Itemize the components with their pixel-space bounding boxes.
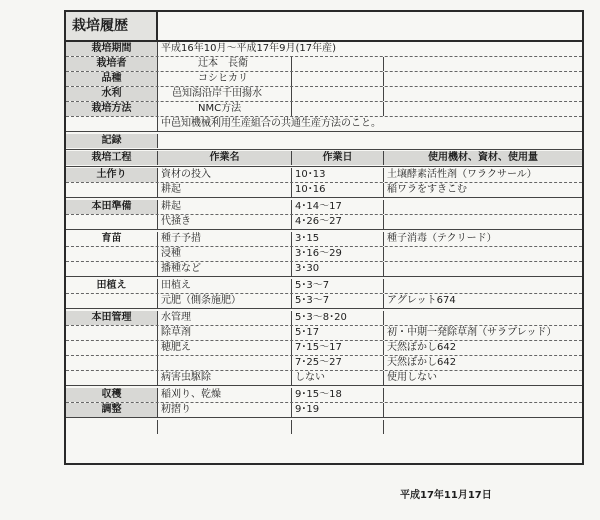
cell-stage: 田植え: [66, 279, 158, 293]
cell-stage: 本田管理: [66, 311, 158, 325]
cell-task: 除草剤: [158, 326, 292, 340]
cell-stage: 収穫: [66, 388, 158, 402]
empty-cell: [292, 102, 384, 116]
cell-date: 5･3～7: [292, 279, 384, 293]
cell-material: [384, 262, 582, 276]
cell-date: 3･30: [292, 262, 384, 276]
info-label: 栽培方法: [66, 102, 158, 116]
cell-task: [158, 420, 292, 434]
cell-material: [384, 311, 582, 325]
cell-material: 種子消毒（テクリード）: [387, 233, 497, 244]
cell-date: 10･13: [292, 168, 384, 182]
cell-stage: 調整: [66, 403, 158, 417]
cell-material: [384, 420, 582, 434]
info-row: [66, 42, 582, 57]
table-row: [66, 388, 582, 403]
cell-stage: [66, 326, 158, 340]
empty-cell: [158, 134, 582, 148]
table-row: [66, 341, 582, 356]
cell-task: 浸種: [158, 247, 292, 261]
cell-material: アグレット674: [387, 295, 456, 306]
cell-date: 5･3～8･20: [292, 311, 384, 325]
table-row: [66, 168, 582, 183]
cell-stage: [66, 356, 158, 370]
cell-task: 田植え: [158, 279, 292, 293]
cell-task: 水管理: [158, 311, 292, 325]
title-row: [66, 12, 582, 42]
cell-material: [384, 403, 582, 417]
cell-task: 籾摺り: [158, 403, 292, 417]
cell-date: [292, 420, 384, 434]
empty-cell: [384, 87, 582, 101]
cell-stage: [66, 294, 158, 308]
table-row: [66, 262, 582, 277]
footer-date: 平成17年11月17日: [400, 490, 492, 501]
record-row: [66, 134, 582, 150]
empty-cell: [384, 102, 582, 116]
cell-stage: [66, 183, 158, 197]
cell-task: 種子予措: [158, 232, 292, 246]
document-title: 栽培履歴: [66, 12, 158, 40]
table-row: [66, 183, 582, 198]
info-row: [66, 87, 582, 102]
info-row: [66, 72, 582, 87]
record-label: 記録: [66, 134, 158, 148]
empty-cell: [292, 57, 384, 71]
cell-stage: [66, 262, 158, 276]
cell-task: 元肥（側条施肥）: [158, 294, 292, 308]
cell-task: 耕起: [158, 183, 292, 197]
cell-material: 稲ワラをすきこむ: [387, 184, 467, 195]
column-header-stage: 栽培工程: [66, 151, 158, 165]
info-row: [66, 117, 582, 132]
info-value: 邑知潟沿岸千田揚水: [158, 87, 292, 101]
table-row: [66, 215, 582, 230]
cell-date: 7･15～17: [292, 341, 384, 355]
cell-material: 天然ぼかし642: [387, 342, 457, 353]
cell-date: 7･25～27: [292, 356, 384, 370]
column-header-date: 作業日: [292, 151, 384, 165]
cell-material: 使用しない: [387, 372, 437, 383]
info-label: 栽培期間: [66, 42, 158, 56]
table-row: [66, 200, 582, 215]
cell-date: 9･15～18: [292, 388, 384, 402]
cell-material: [384, 279, 582, 293]
cell-stage: [66, 341, 158, 355]
empty-cell: [292, 87, 384, 101]
cell-task: 播種など: [158, 262, 292, 276]
table-row: [66, 232, 582, 247]
cell-material: 初・中期一発除草剤（サラブレッド）: [387, 327, 557, 338]
cell-task: 稲刈り、乾燥: [158, 388, 292, 402]
cell-task: 耕起: [158, 200, 292, 214]
cell-date: 4･14～17: [292, 200, 384, 214]
cell-material: 土壌酵素活性剤（ワラクサール）: [387, 169, 537, 180]
table-row: [66, 403, 582, 418]
info-value: 辻本 長衛: [158, 57, 292, 71]
empty-cell: [384, 72, 582, 86]
cell-material: [384, 388, 582, 402]
info-label: [66, 117, 158, 131]
info-value: コシヒカリ: [158, 72, 292, 86]
info-row: [66, 102, 582, 117]
cell-task: 資材の投入: [158, 168, 292, 182]
cell-stage: [66, 247, 158, 261]
table-row: [66, 247, 582, 262]
table-row: [66, 279, 582, 294]
cell-date: 5･3～7: [292, 294, 384, 308]
table-row: [66, 311, 582, 326]
info-note: 中邑知機械利用生産組合の共通生産方法のこと。: [161, 118, 381, 129]
table-row: [66, 294, 582, 309]
cell-stage: 本田準備: [66, 200, 158, 214]
cell-task: 病害虫駆除: [158, 371, 292, 385]
cell-stage: [66, 215, 158, 229]
cell-stage: [66, 420, 158, 434]
cell-date: 10･16: [292, 183, 384, 197]
info-value: NMC方法: [158, 102, 292, 116]
cell-material: 天然ぼかし642: [387, 357, 457, 368]
empty-cell: [384, 57, 582, 71]
info-label: 栽培者: [66, 57, 158, 71]
cell-material: [384, 200, 582, 214]
table-row: [66, 420, 582, 435]
info-row: [66, 57, 582, 72]
cell-date: 9･19: [292, 403, 384, 417]
cell-stage: 育苗: [66, 232, 158, 246]
cell-date: 3･16～29: [292, 247, 384, 261]
column-header-task: 作業名: [158, 151, 292, 165]
cell-date: 3･15: [292, 232, 384, 246]
cell-date: しない: [292, 371, 384, 385]
table-header: [66, 151, 582, 167]
cell-stage: [66, 371, 158, 385]
cultivation-history-sheet: [64, 10, 584, 465]
table-row: [66, 371, 582, 386]
info-label: 品種: [66, 72, 158, 86]
table-row: [66, 326, 582, 341]
cell-task: 穂肥え: [158, 341, 292, 355]
cell-task: [158, 356, 292, 370]
cell-material: [384, 215, 582, 229]
cell-date: 4･26～27: [292, 215, 384, 229]
table-row: [66, 356, 582, 371]
info-label: 水利: [66, 87, 158, 101]
cell-task: 代掻き: [158, 215, 292, 229]
cell-material: [384, 247, 582, 261]
cell-stage: 土作り: [66, 168, 158, 182]
info-value: 平成16年10月～平成17年9月(17年産): [161, 43, 337, 54]
column-header-material: 使用機材、資材、使用量: [384, 151, 582, 165]
cell-date: 5･17: [292, 326, 384, 340]
empty-cell: [292, 72, 384, 86]
